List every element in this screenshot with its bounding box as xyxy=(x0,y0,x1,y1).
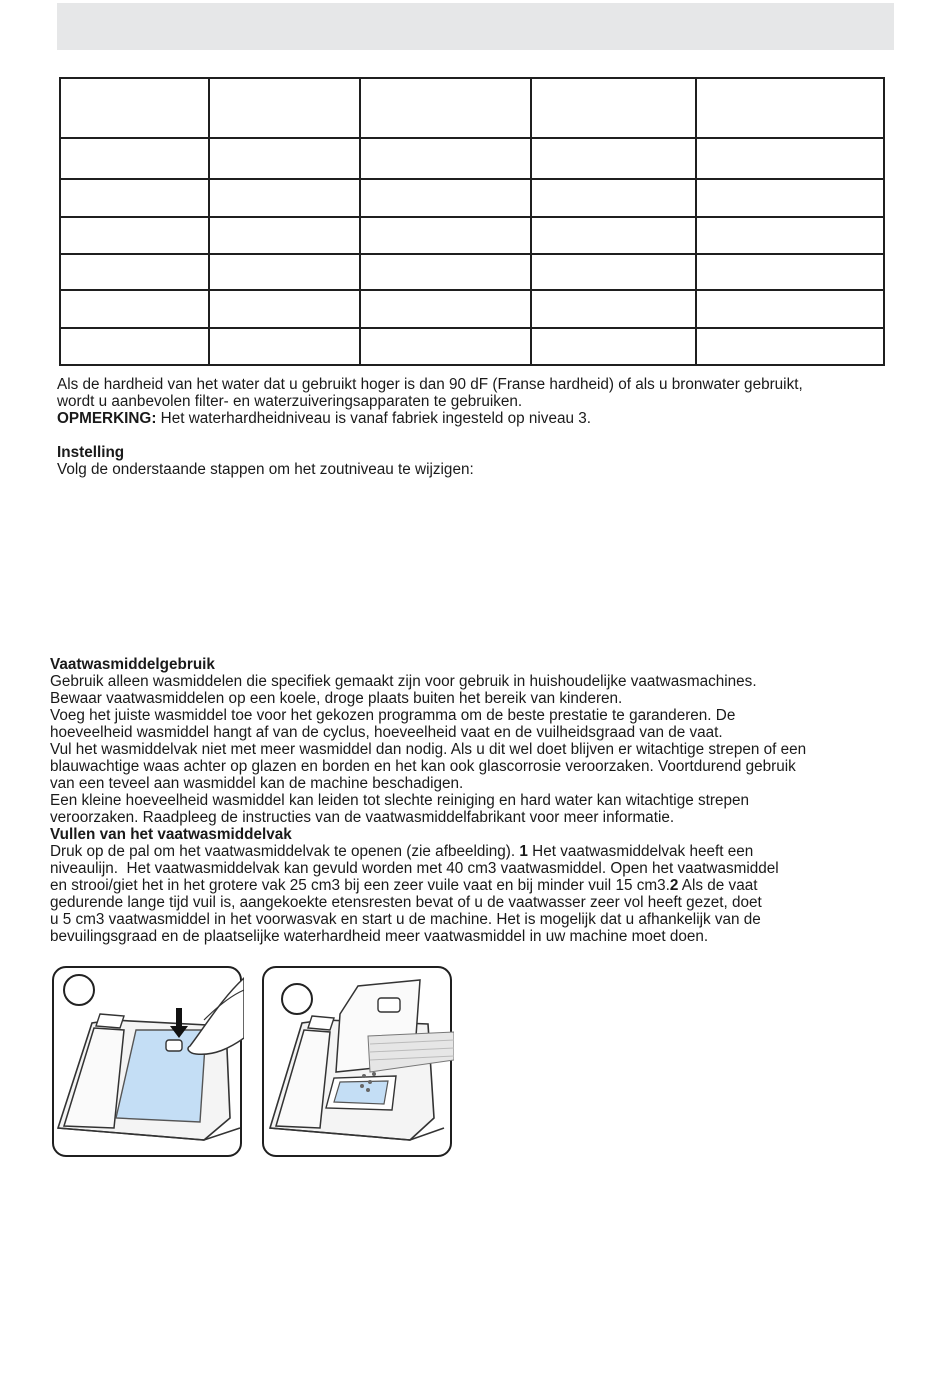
table-row xyxy=(60,78,884,138)
table-cell xyxy=(60,179,209,217)
filling-heading: Vullen van het vaatwasmiddelvak xyxy=(50,826,292,843)
filling-line: niveaulijn. Het vaatwasmiddelvak kan gevuld worden met 40 cm3 vaatwasmiddel. Open het vaatwasmiddel xyxy=(50,860,779,877)
table-cell xyxy=(60,328,209,365)
table-cell xyxy=(696,290,884,328)
table-cell xyxy=(60,138,209,179)
table-cell xyxy=(360,78,531,138)
table-cell xyxy=(209,290,360,328)
water-hardness-table xyxy=(59,77,885,366)
table-cell xyxy=(696,254,884,290)
table-cell xyxy=(60,290,209,328)
water-note-line-1: Als de hardheid van het water dat u gebruikt hoger is dan 90 dF (Franse hardheid) of als u bronwater gebruikt, xyxy=(57,376,803,393)
detergent-line: Een kleine hoeveelheid wasmiddel kan leiden tot slechte reiniging en hard water kan witachtige strepen xyxy=(50,792,749,809)
table-cell xyxy=(531,328,696,365)
note-text: Het waterhardheidniveau is vanaf fabriek ingesteld op niveau 3. xyxy=(156,410,591,427)
press-latch-illustration-icon xyxy=(54,968,244,1159)
table-cell xyxy=(360,254,531,290)
table-cell xyxy=(696,179,884,217)
filling-line: u 5 cm3 vaatwasmiddel in het voorwasvak en start u de machine. Het is mogelijk dat u afhankelijk van de xyxy=(50,911,761,928)
table-cell xyxy=(696,78,884,138)
table-cell xyxy=(696,217,884,254)
detergent-line: blauwachtige waas achter op glazen en borden en het kan ook glascorrosie veroorzaken. Voortdurend gebruik xyxy=(50,758,796,775)
table-cell xyxy=(531,217,696,254)
table-cell xyxy=(209,179,360,217)
detergent-line: Gebruik alleen wasmiddelen die specifiek gemaakt zijn voor gebruik in huishoudelijke vaatwasmachines. xyxy=(50,673,757,690)
note-label: OPMERKING: xyxy=(57,410,157,427)
table-cell xyxy=(360,138,531,179)
table-row xyxy=(60,179,884,217)
table-row xyxy=(60,290,884,328)
filling-line: Druk op de pal om het vaatwasmiddelvak te openen (zie afbeelding). 1 Het vaatwasmiddelvak heeft een xyxy=(50,843,754,860)
table-cell xyxy=(531,179,696,217)
table-cell xyxy=(360,179,531,217)
filling-line: gedurende lange tijd vuil is, aangekoekte etensresten bevat of u de vaatwasser zeer vol heeft gezet, doet xyxy=(50,894,762,911)
detergent-line: van een teveel aan wasmiddel kan de machine beschadigen. xyxy=(50,775,464,792)
factory-note xyxy=(57,411,591,428)
table-cell xyxy=(209,138,360,179)
table-cell xyxy=(209,254,360,290)
figure-open-dispenser xyxy=(262,966,452,1157)
table-cell xyxy=(209,78,360,138)
table-cell xyxy=(209,217,360,254)
filling-line: bevuilingsgraad en de plaatselijke waterhardheid meer vaatwasmiddel in uw machine moet doen. xyxy=(50,928,709,945)
table-cell xyxy=(531,290,696,328)
table-cell xyxy=(531,138,696,179)
table-cell xyxy=(60,78,209,138)
detergent-line: veroorzaken. Raadpleeg de instructies van de vaatwasmiddelfabrikant voor meer informatie. xyxy=(50,809,675,826)
table-cell xyxy=(360,217,531,254)
table-cell xyxy=(360,290,531,328)
table-row xyxy=(60,254,884,290)
table-cell xyxy=(360,328,531,365)
header-band xyxy=(57,3,894,50)
table-cell xyxy=(531,78,696,138)
detergent-line: hoeveelheid wasmiddel hangt af van de cyclus, hoeveelheid vaat en de vuilheidsgraad van de vaat. xyxy=(50,724,723,741)
table-row xyxy=(60,217,884,254)
open-dispenser-illustration-icon xyxy=(264,968,454,1159)
step-2-marker: 2 xyxy=(669,877,679,894)
table-row xyxy=(60,138,884,179)
setting-text: Volg de onderstaande stappen om het zoutniveau te wijzigen: xyxy=(57,461,474,478)
detergent-use-heading: Vaatwasmiddelgebruik xyxy=(50,656,215,673)
table-cell xyxy=(60,254,209,290)
setting-heading: Instelling xyxy=(57,444,125,461)
table-cell xyxy=(696,138,884,179)
detergent-line: Vul het wasmiddelvak niet met meer wasmiddel dan nodig. Als u dit wel doet blijven er witachtige strepen of een xyxy=(50,741,807,758)
water-note-line-2: wordt u aanbevolen filter- en waterzuiveringsapparaten te gebruiken. xyxy=(57,393,523,410)
step-1-marker: 1 xyxy=(519,843,528,860)
table-cell xyxy=(60,217,209,254)
figure-press-latch xyxy=(52,966,242,1157)
table-row xyxy=(60,328,884,365)
table-cell xyxy=(209,328,360,365)
table-cell xyxy=(531,254,696,290)
detergent-line: Bewaar vaatwasmiddelen op een koele, droge plaats buiten het bereik van kinderen. xyxy=(50,690,623,707)
filling-line: en strooi/giet het in het grotere vak 25 cm3 bij een zeer vuile vaat en bij minder vuil 15 cm3.2 Als de vaat xyxy=(50,877,758,894)
table-cell xyxy=(696,328,884,365)
detergent-line: Voeg het juiste wasmiddel toe voor het gekozen programma om de beste prestatie te garanderen. De xyxy=(50,707,736,724)
